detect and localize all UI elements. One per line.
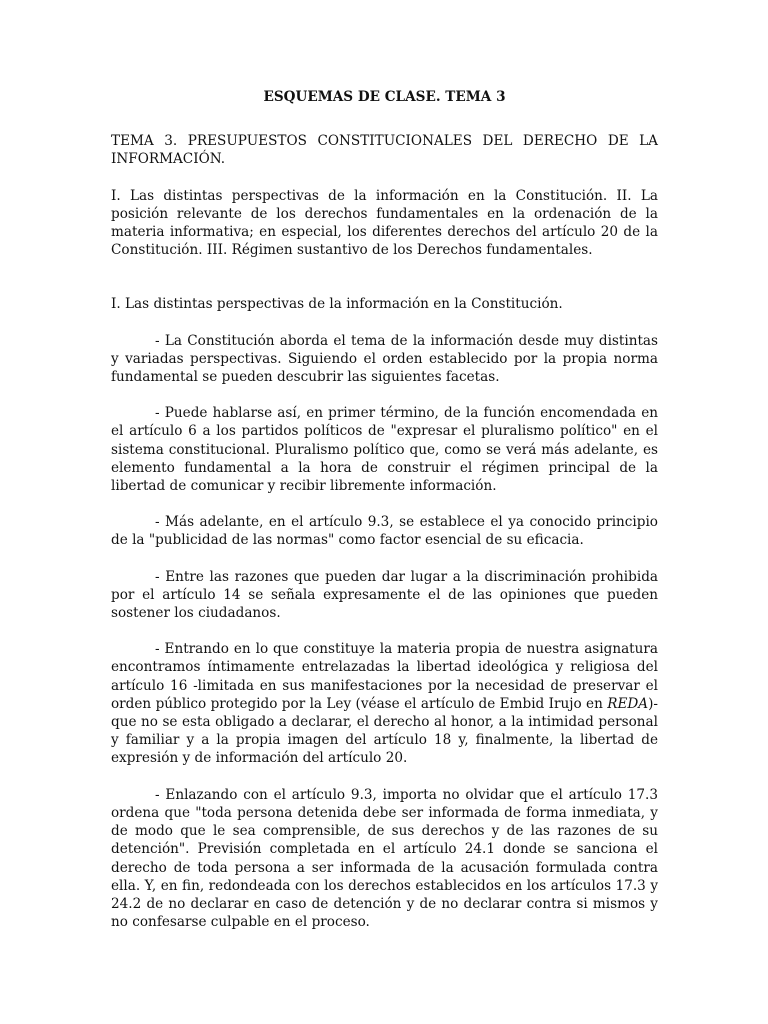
topic-heading: TEMA 3. PRESUPUESTOS CONSTITUCIONALES DEL DERECHO DE LA INFORMACIÓN. xyxy=(111,133,658,168)
reda-citation: REDA xyxy=(607,695,649,712)
paragraph-article-16-18-20 xyxy=(111,640,658,767)
section-title: I. Las distintas perspectivas de la información en la Constitución. xyxy=(111,296,563,313)
document-page xyxy=(111,88,658,949)
topic-summary: I. Las distintas perspectivas de la información en la Constitución. II. La posición relevante de los derechos fundamentales en la ordenación de la materia informativa; en especial, los diferentes derechos del artículo 20 de la Constitución. III. Régimen sustantivo de los Derechos fundamentales. xyxy=(111,187,658,259)
paragraph-article-14: - Entre las razones que pueden dar lugar a la discriminación prohibida por el artículo 14 se señala expresamente el de las opiniones que pueden sostener los ciudadanos. xyxy=(111,568,658,622)
paragraph-article-16-text-after: )- que no se esta obligado a declarar, el derecho al honor, a la intimidad personal y familiar y a la propia imagen del artículo 18 y, finalmente, la libertad de expresión y de información del artículo 20. xyxy=(111,695,658,767)
paragraph-article-6: - Puede hablarse así, en primer término, de la función encomendada en el artículo 6 a los partidos políticos de "expresar el pluralismo político" en el sistema constitucional. Pluralismo político que, como se verá más adelante, es elemento fundamental a la hora de construir el régimen principal de la libertad de comunicar y recibir libremente información. xyxy=(111,405,658,495)
paragraph-perspectives: - La Constitución aborda el tema de la información desde muy distintas y variadas perspectivas. Siguiendo el orden establecido por la propia norma fundamental se pueden descubrir las siguientes facetas. xyxy=(111,332,658,386)
paragraph-article-9-3: - Más adelante, en el artículo 9.3, se establece el ya conocido principio de la "publicidad de las normas" como factor esencial de su eficacia. xyxy=(111,514,658,549)
paragraph-article-17-3: - Enlazando con el artículo 9.3, importa no olvidar que el artículo 17.3 ordena que "toda persona detenida debe ser informada de forma inmediata, y de modo que le sea comprensible, de sus derechos y de las razones de su detención". Previsión completada en el artículo 24.1 donde se sanciona el derecho de toda persona a ser informada de la acusación formulada contra ella. Y, en fin, redondeada con los derechos establecidos en los artículos 17.3 y 24.2 de no declarar en caso de detención y de no declarar contra si mismos y no confesarse culpable en el proceso. xyxy=(111,786,658,931)
document-title: ESQUEMAS DE CLASE. TEMA 3 xyxy=(263,89,506,105)
paragraph-article-16-text-before: - Entrando en lo que constituye la materia propia de nuestra asignatura encontramos íntimamente entrelazadas la libertad ideológica y religiosa del artículo 16 -limitada en sus manifestaciones por la necesidad de preservar el orden público protegido por la Ley (véase el artículo de Embid Irujo en xyxy=(111,641,658,712)
